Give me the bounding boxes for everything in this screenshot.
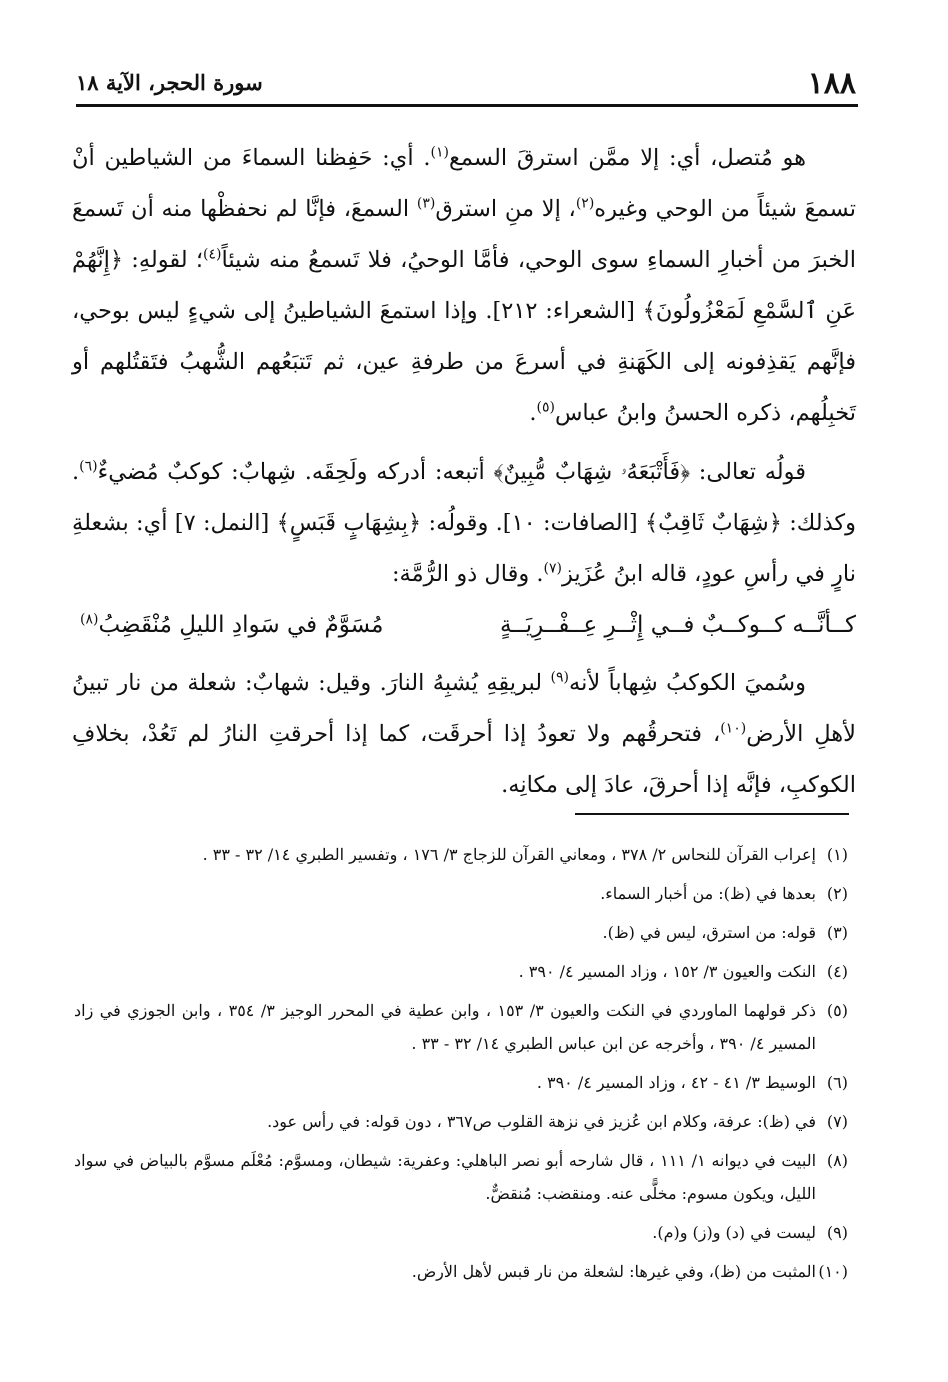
footnote-ref-2[interactable]: (٢) <box>575 195 595 212</box>
footnote-ref-8[interactable]: (٨) <box>80 611 99 628</box>
main-text <box>72 133 856 811</box>
footnote <box>74 1144 848 1210</box>
footnote-number: (٢) <box>826 884 848 903</box>
footnote <box>74 955 848 988</box>
text-run: ، إلا منِ استرق <box>435 196 576 222</box>
footnote <box>74 1216 848 1249</box>
footnote-number: (٨) <box>826 1151 848 1170</box>
poetry-verse <box>72 600 856 658</box>
footnote-number: (٤) <box>826 962 848 981</box>
footnote-ref-7[interactable]: (٧) <box>543 560 562 577</box>
paragraph-2 <box>72 447 856 600</box>
footnote <box>74 1255 848 1288</box>
text-run: السمعَ، فإنَّا لم نحفظْها منه أن تَسمعَ الخبرَ من أخبارِ السماءِ سوى الوحي، فأمَّا الوحيُ، فلا تَسمعُ منه شيئاً <box>72 196 856 273</box>
footnote-ref-9[interactable]: (٩) <box>550 669 569 686</box>
footnote-number: (١) <box>826 845 848 864</box>
footnote-number: (٧) <box>826 1112 848 1131</box>
footnote-text: بعدها في (ظ): من أخبار السماء. <box>600 884 816 903</box>
footnote-number: (٦) <box>826 1073 848 1092</box>
paragraph-1 <box>72 133 856 439</box>
header-rule <box>76 104 858 107</box>
footnote-text: الوسيط ٣/ ٤١ - ٤٢ ، وزاد المسير ٤/ ٣٩٠ . <box>536 1073 816 1092</box>
footnote-text: البيت في ديوانه ١/ ١١١ ، قال شارحه أبو نصر الباهلي: وعفرية: شيطان، ومسوَّم: مُعْلَم مسوَّم بالبياض في سواد الليل، ويكون مسوم: مخلًّى عنه. ومنقضب: مُنقضٌّ. <box>74 1151 817 1203</box>
verse-second-hemistich <box>80 600 383 651</box>
footnote-ref-4[interactable]: (٤) <box>203 246 222 263</box>
footnotes <box>74 838 848 1294</box>
footnote-ref-3[interactable]: (٣) <box>416 195 436 212</box>
text-run: . أي: حَفِظنا السماءَ من الشياطين أنْ تسمعَ شيئاً من الوحي وغيره <box>72 145 856 222</box>
text-run: لبريقِهِ يُشبِهُ النارَ. وقيل: شهابٌ: شعلة من نار تبينُ لأهلِ الأرض <box>72 670 856 747</box>
footnote-text: المثبت من (ظ)، وفي غيرها: لشعلة من نار قبس لأهل الأرض. <box>411 1262 816 1281</box>
footnote <box>74 838 848 871</box>
verse-first-hemistich: كــأنَّــه كــوكــبٌ فــي إِثْــرِ عِــفْــرِيَــةٍ <box>499 612 856 638</box>
footnote-number: (٥) <box>826 1001 848 1020</box>
text-run: ، فتحرقُهم ولا تعودُ إذا أحرقَت، كما إذا أحرقتِ النارُ لم تَعُدْ، بخلافِ الكوكبِ، فإنَّه إذا أحرقَ، عادَ إلى مكانِه. <box>72 721 856 798</box>
footnote-separator <box>575 813 849 815</box>
paragraph-3 <box>72 658 856 811</box>
text-run: . وقال ذو الرُّمَّة: <box>391 561 544 587</box>
page-header <box>76 56 856 106</box>
running-title: سورة الحجر، الآية ١٨ <box>76 70 263 95</box>
footnote-number: (٩) <box>826 1223 848 1242</box>
text-run: قولُه تعالى: ﴿فَأَتْبَعَهُۥ شِهَابٌ مُّبِينٌ﴾ أتبعه: أدركه ولَحِقَه. شِهابٌ: كوكبٌ مُضيءٌ <box>97 459 806 485</box>
footnote-text: النكت والعيون ٣/ ١٥٢ ، وزاد المسير ٤/ ٣٩٠ . <box>518 962 816 981</box>
text-run: مُسَوَّمٌ في سَوادِ الليلِ مُنْقَضِبُ <box>98 612 384 638</box>
footnote-number: (١٠) <box>818 1262 848 1281</box>
footnote-ref-5[interactable]: (٥) <box>536 399 555 416</box>
text-run: . وكذلك: ﴿شِهَابٌ ثَاقِبٌ﴾ [الصافات: ١٠]. وقولُه: ﴿بِشِهَابٍ قَبَسٍ﴾ [النمل: ٧] أي: بشعلةِ نارٍ في رأسِ عودٍ، قاله ابنُ عُزَيز <box>72 459 857 587</box>
footnote <box>74 877 848 910</box>
footnote-number: (٣) <box>826 923 848 942</box>
footnote <box>74 994 848 1060</box>
footnote-text: ذكر قولهما الماوردي في النكت والعيون ٣/ ١٥٣ ، وابن عطية في المحرر الوجيز ٣/ ٣٥٤ ، وابن الجوزي في زاد المسير ٤/ ٣٩٠ ، وأخرجه عن ابن عباس الطبري ١٤/ ٣٢ - ٣٣ . <box>74 1001 816 1053</box>
footnote-ref-1[interactable]: (١) <box>430 144 449 161</box>
footnote-text: إعراب القرآن للنحاس ٢/ ٣٧٨ ، ومعاني القرآن للزجاج ٣/ ١٧٦ ، وتفسير الطبري ١٤/ ٣٢ - ٣٣ . <box>202 845 816 864</box>
footnote-text: ليست في (د) و(ز) و(م). <box>652 1223 816 1242</box>
footnote-ref-6[interactable]: (٦) <box>79 458 98 475</box>
footnote <box>74 1105 848 1138</box>
text-run: هو مُتصل، أي: إلا ممَّن استرقَ السمع <box>448 145 807 171</box>
text-run: وسُميَ الكوكبُ شِهاباً لأنه <box>569 670 806 696</box>
footnote-text: في (ظ): عرفة، وكلام ابن عُزيز في نزهة القلوب ص٣٦٧ ، دون قوله: في رأس عود. <box>267 1112 816 1131</box>
text-run: . <box>529 400 537 426</box>
footnote <box>74 1066 848 1099</box>
footnote-text: قوله: من استرق، ليس في (ظ). <box>602 923 816 942</box>
footnote-ref-10[interactable]: (١٠) <box>720 720 747 737</box>
text-run: ؛ لقولهِ: ﴿إِنَّهُمْ عَنِ ٱلسَّمْعِ لَمَعْزُولُونَ﴾ [الشعراء: ٢١٢]. وإذا استمعَ الشياطينُ إلى شيءٍ ليس بوحي، فإنَّهم يَقذِفونه إلى الكَهَنةِ في أسرعَ من طرفةِ عين، ثم تَتبَعُهم الشُّهبُ فتَقتُلهم أو تَخبِلُهم، ذكره الحسنُ وابنُ عباس <box>72 247 856 426</box>
page-number: ١٨٨ <box>807 66 856 101</box>
footnote <box>74 916 848 949</box>
